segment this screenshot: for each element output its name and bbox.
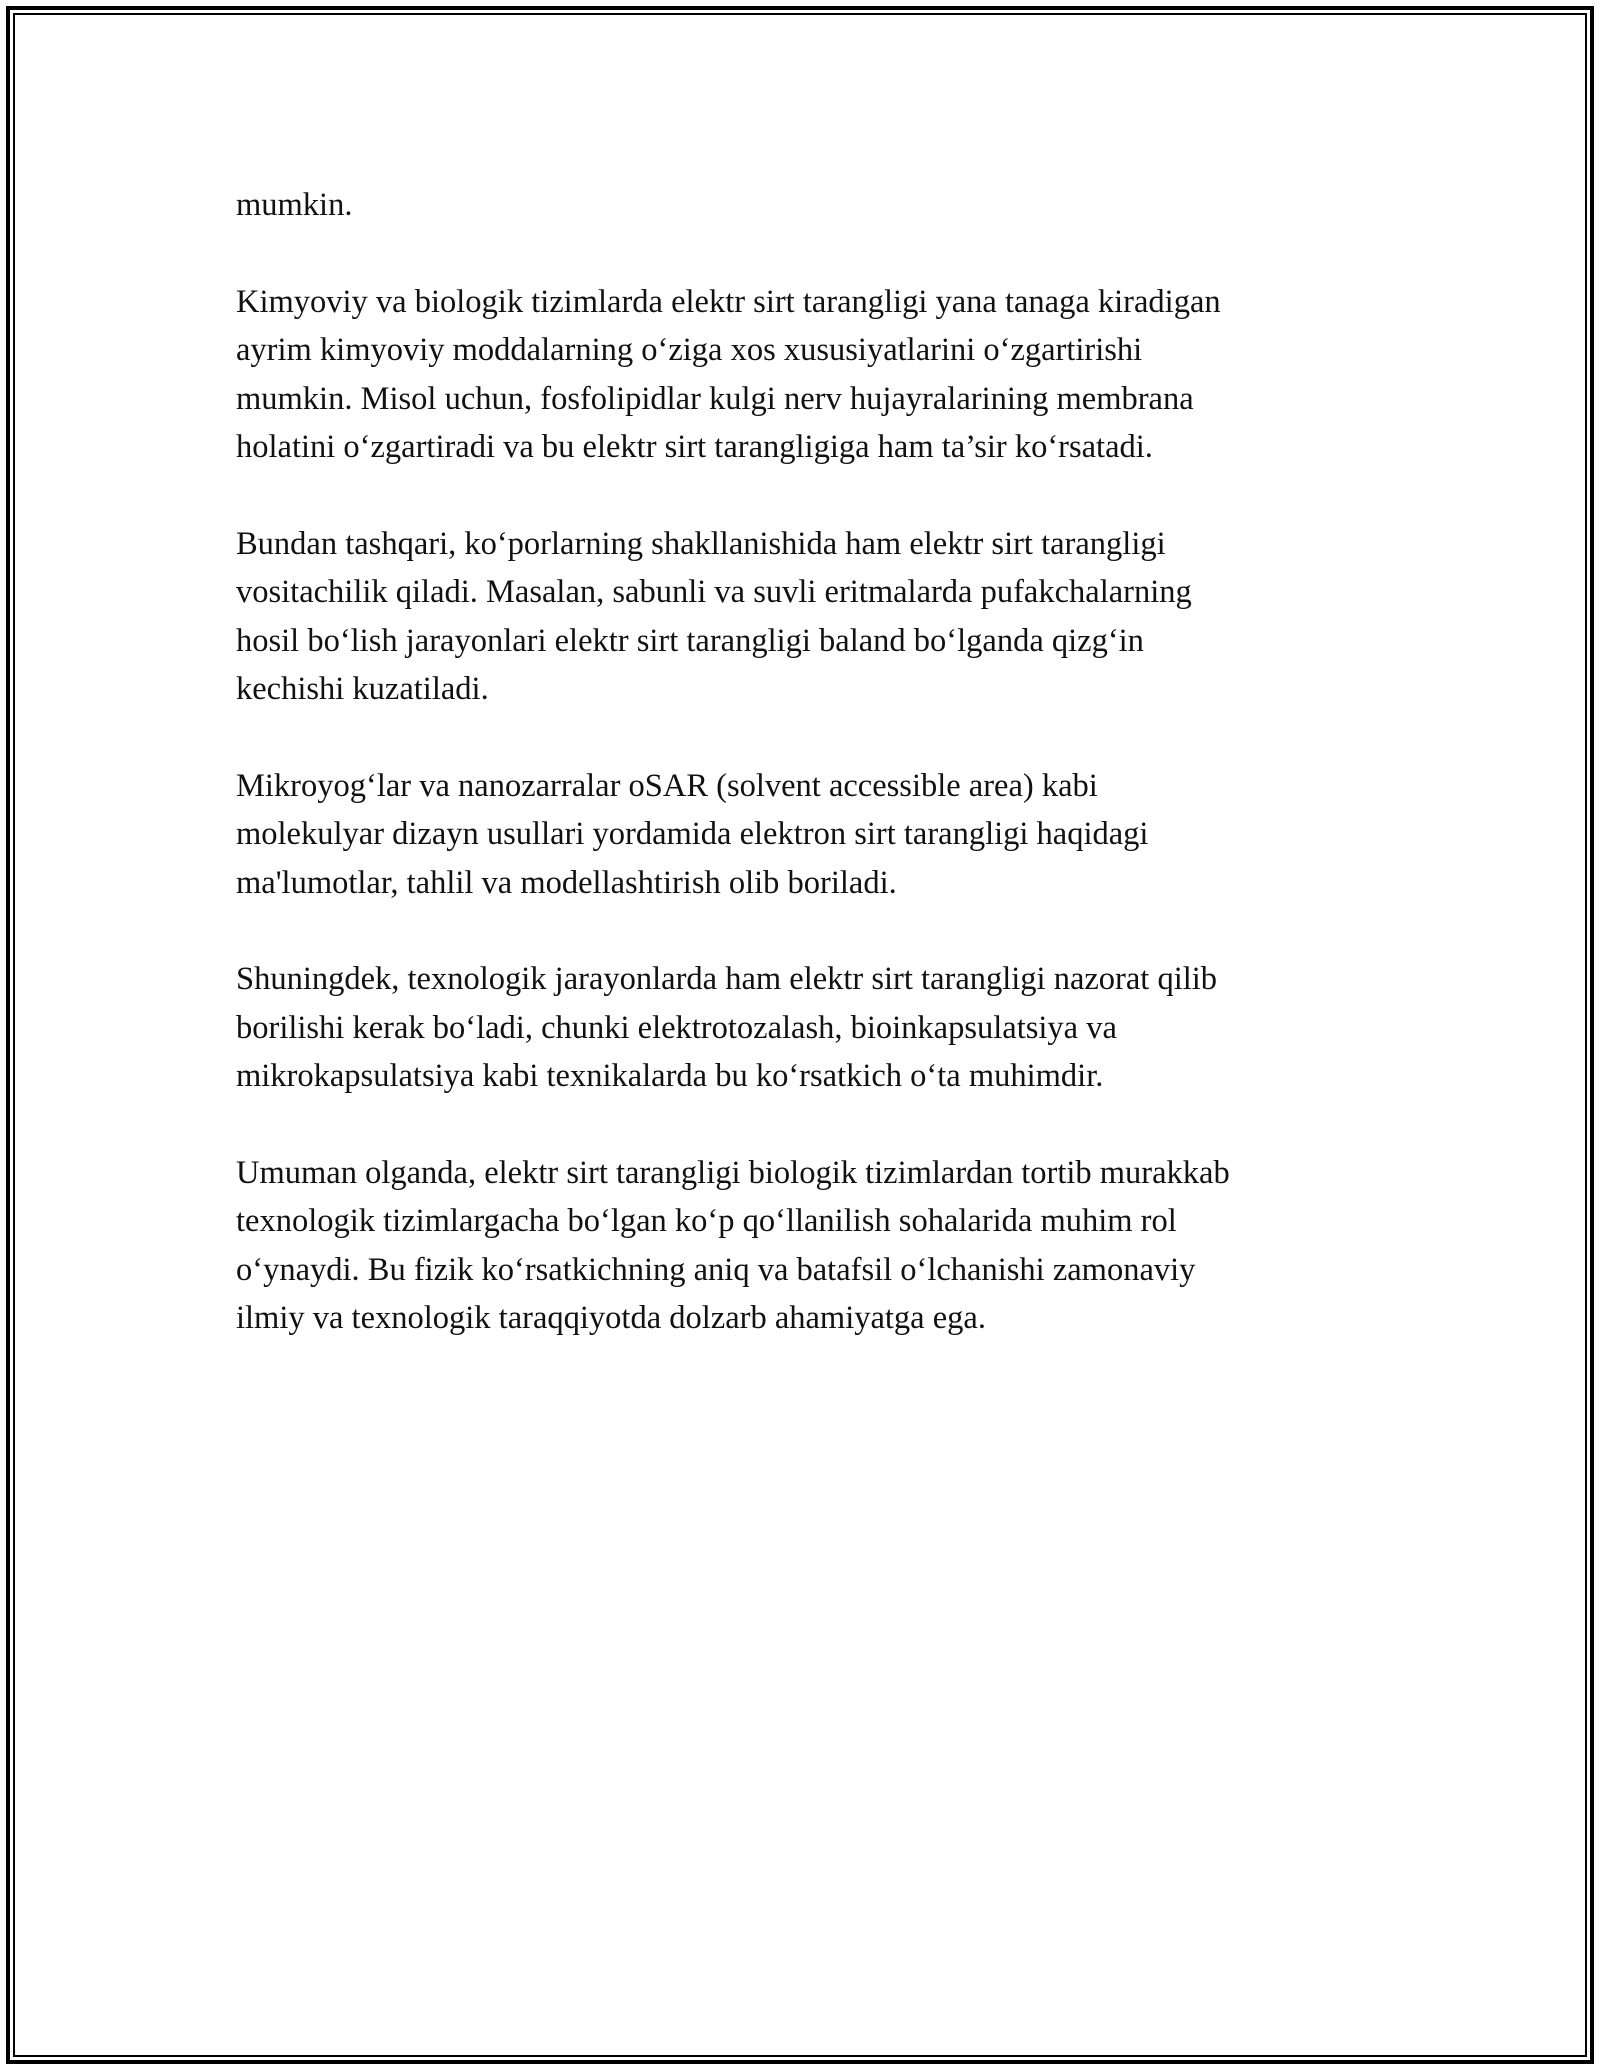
paragraph-technological-processes: Shuningdek, texnologik jarayonlarda ham elektr sirt tarangligi nazorat qilib borilishi kerak bo‘ladi, chunki elektrotozalash, bioinkapsulatsiya va mikrokapsulatsiya kabi texnikalarda bu ko‘rsatkich o‘ta muhimdir. [236,961,1218,1094]
document-body [236,181,1376,1391]
paragraph-continuation: mumkin. [236,187,353,223]
paragraph-conclusion: Umuman olganda, elektr sirt tarangligi biologik tizimlardan tortib murakkab texnologik tizimlargacha bo‘lgan ko‘p qo‘llanilish sohalarida muhim rol o‘ynaydi. Bu fizik ko‘rsatkichning aniq va batafsil o‘lchanishi zamonaviy ilmiy va texnologik taraqqiyotda dolzarb ahamiyatga ega. [236,1154,1230,1336]
paragraph-foam-formation: Bundan tashqari, ko‘porlarning shakllanishida ham elektr sirt tarangligi vositachilik qiladi. Masalan, sabunli va suvli eritmalarda pufakchalarning hosil bo‘lish jarayonlari elektr sirt tarangligi baland bo‘lganda qizg‘in kechishi kuzatiladi. [236,525,1192,707]
paragraph-nanoparticles: Mikroyog‘lar va nanozarralar oSAR (solvent accessible area) kabi molekulyar dizayn usullari yordamida elektron sirt tarangligi haqidagi ma'lumotlar, tahlil va modellashtirish olib boriladi. [236,767,1149,901]
paragraph-chemical-biological: Kimyoviy va biologik tizimlarda elektr sirt tarangligi yana tanaga kiradigan ayrim kimyoviy moddalarning o‘ziga xos xususiyatlarini o‘zgartirishi mumkin. Misol uchun, fosfolipidlar kulgi nerv hujayralarining membrana holatini o‘zgartiradi va bu elektr sirt tarangligiga ham ta’sir ko‘rsatadi. [236,283,1221,465]
